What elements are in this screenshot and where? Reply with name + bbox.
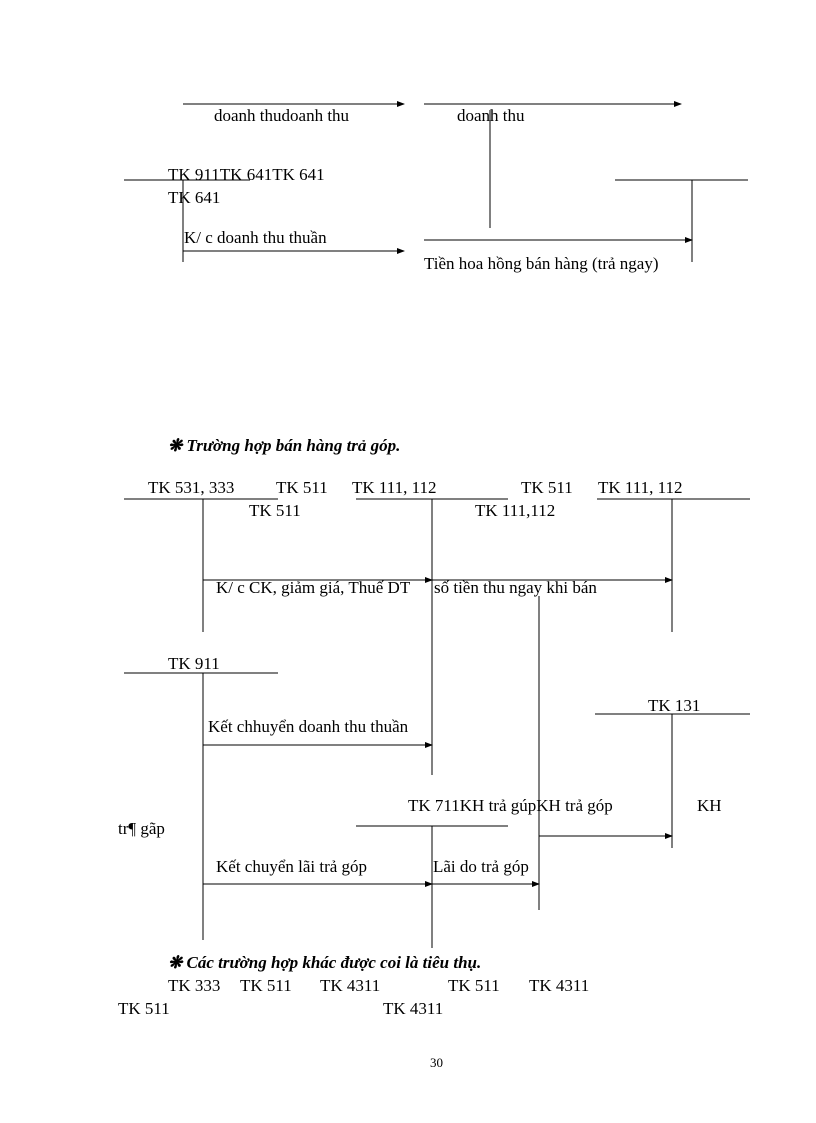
page-number: 30 [430, 1055, 443, 1070]
label-doanh-thu-b: doanh thu [457, 106, 525, 125]
heading-tra-gop-text: Trường hợp bán hàng trả góp. [186, 436, 401, 455]
label-tra-gap: tr¶ gãp [118, 819, 165, 838]
heading-truong-hop-khac-text: Các trường hợp khác được coi là tiêu thụ. [186, 953, 482, 972]
label-tk911: TK 911 [168, 654, 220, 673]
label-tk511-c: TK 511 [249, 501, 301, 520]
label-kc-dt-thuan: Kết chhuyển doanh thu thuần [208, 717, 409, 736]
asterisk-icon: ❋ [168, 436, 183, 455]
heading-truong-hop-khac [168, 953, 481, 973]
label-tk511-s3-b: TK 511 [448, 976, 500, 995]
label-kc-doanh-thu-thuan: K/ c doanh thu thuần [184, 228, 327, 247]
label-tk511-s3-c: TK 511 [118, 999, 170, 1018]
label-tk711-row: TK 711KH trả gúpKH trả góp [408, 796, 613, 815]
label-accounts-row: TK 911TK 641TK 641 [168, 165, 325, 184]
label-tk131: TK 131 [648, 696, 701, 715]
heading-tra-gop [168, 436, 400, 456]
label-doanh-thu-a: doanh thudoanh thu [214, 106, 350, 125]
label-tk111-112-c: TK 111,112 [475, 501, 556, 520]
label-so-tien-thu-ngay: số tiền thu ngay khi bán [434, 578, 597, 597]
label-tk333: TK 333 [168, 976, 221, 995]
label-tk511-a: TK 511 [276, 478, 328, 497]
label-tk511-b: TK 511 [521, 478, 573, 497]
label-tk4311-a: TK 4311 [320, 976, 381, 995]
label-tien-hoa-hong: Tiền hoa hồng bán hàng (trả ngay) [424, 254, 659, 273]
label-tk111-112-a: TK 111, 112 [352, 478, 437, 497]
label-tk641: TK 641 [168, 188, 221, 207]
label-tk4311-b: TK 4311 [529, 976, 590, 995]
label-tk511-s3-a: TK 511 [240, 976, 292, 995]
label-kh: KH [697, 796, 722, 815]
label-lai-do-tra-gop: Lãi do trả góp [433, 857, 529, 876]
label-kc-ck: K/ c CK, giảm giá, Thuế DT [216, 578, 411, 597]
label-kc-lai: Kết chuyển lãi trả góp [216, 857, 368, 876]
asterisk-icon: ❋ [168, 953, 183, 972]
label-tk531-333: TK 531, 333 [148, 478, 235, 497]
label-tk111-112-b: TK 111, 112 [598, 478, 683, 497]
label-tk4311-c: TK 4311 [383, 999, 444, 1018]
